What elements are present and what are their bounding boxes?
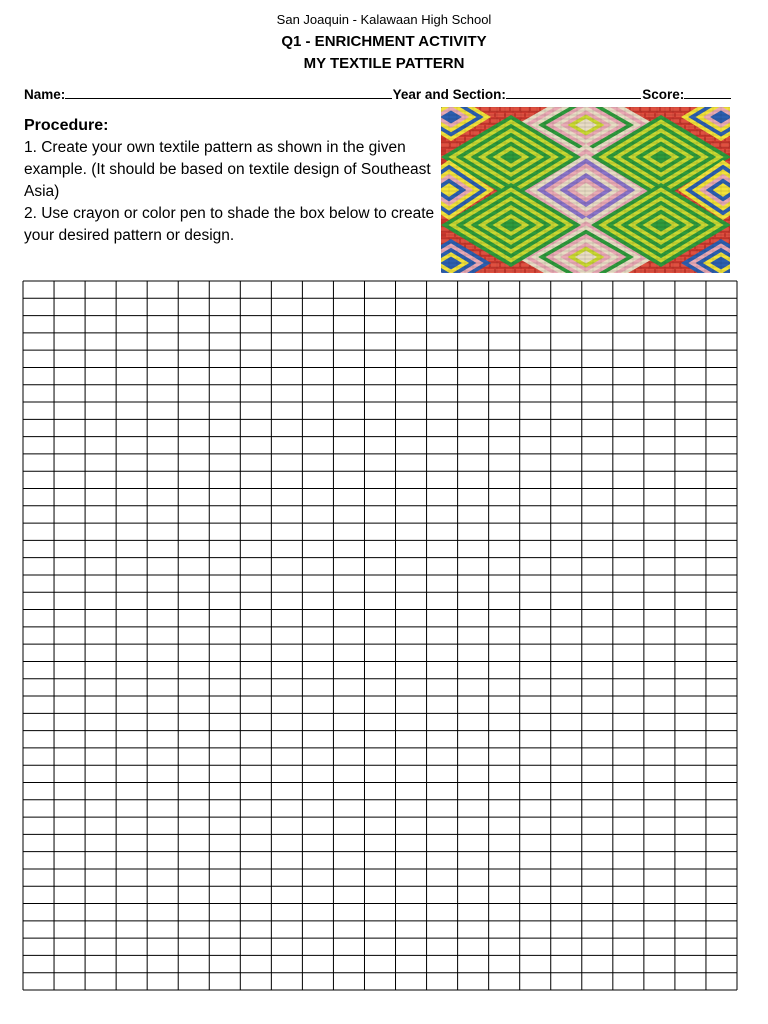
- procedure-heading: Procedure:: [24, 117, 109, 134]
- procedure-step-2: 2. Use crayon or color pen to shade the box below to create your desired pattern or design.: [24, 205, 435, 244]
- student-info-fields: [24, 84, 732, 102]
- textile-pattern-illustration: [441, 107, 730, 273]
- name-blank[interactable]: [65, 84, 391, 99]
- procedure-step-1: 1. Create your own textile pattern as shown in the given example. (It should be based on textile design of Southeast Asia): [24, 139, 431, 200]
- activity-title: Q1 - ENRICHMENT ACTIVITY: [281, 33, 487, 50]
- score-label: Score:: [642, 87, 685, 102]
- year-section-blank[interactable]: [506, 84, 641, 99]
- pattern-grid-lines[interactable]: [22, 280, 738, 991]
- name-label: Name:: [24, 87, 66, 102]
- procedure-section: [24, 115, 438, 247]
- score-blank[interactable]: [684, 84, 731, 99]
- year-section-label: Year and Section:: [392, 87, 506, 102]
- school-name: San Joaquin - Kalawaan High School: [276, 12, 492, 27]
- activity-subtitle: MY TEXTILE PATTERN: [303, 55, 465, 72]
- textile-example-image: [441, 107, 730, 273]
- grid-lines: [23, 281, 737, 990]
- pattern-grid[interactable]: [22, 280, 738, 996]
